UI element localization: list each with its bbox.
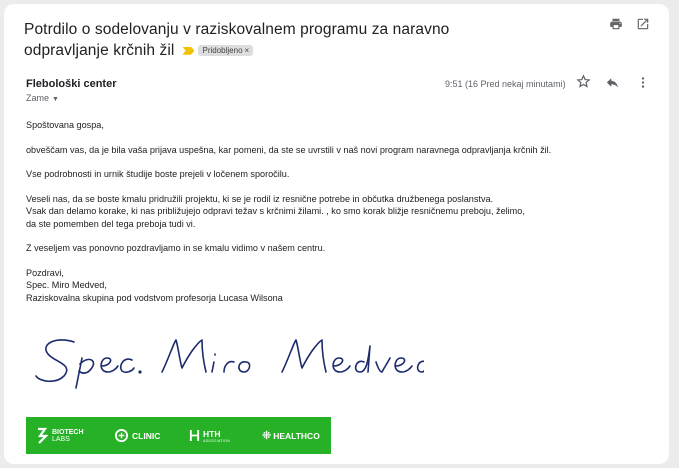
closing-line: Raziskovalna skupina pod vodstvom profesorja Lucasa Wilsona xyxy=(26,292,283,303)
biotech-text: BIOTECH xyxy=(52,428,84,436)
biotech-logo-icon xyxy=(36,427,48,445)
body-line: Veseli nas, da se boste kmalu pridružili projektu, ki se je rodil iz resnične potrebe in občutka družbenega poslanstva. xyxy=(26,193,494,204)
hth-association-logo xyxy=(189,417,230,454)
clinic-logo-icon xyxy=(114,428,129,443)
caret-down-icon[interactable]: ▼ xyxy=(52,96,59,103)
handwritten-signature xyxy=(34,332,424,392)
partner-logos-banner xyxy=(26,417,331,454)
reply-icon[interactable] xyxy=(605,75,620,90)
email-timestamp: 9:51 (16 Pred nekaj minutami) xyxy=(445,79,566,89)
more-vertical-icon[interactable] xyxy=(636,75,650,90)
star-icon[interactable] xyxy=(576,74,591,89)
open-in-new-window-icon[interactable] xyxy=(636,17,650,31)
body-paragraph: Z veseljem vas ponovno pozdravljamo in se kmalu vidimo v našem centru. xyxy=(26,243,326,253)
closing xyxy=(26,267,626,305)
label-text: Pridobljeno xyxy=(202,46,243,56)
label-chip[interactable] xyxy=(198,45,253,56)
recipient-toggle[interactable] xyxy=(26,93,59,103)
email-view xyxy=(4,4,669,464)
labs-text: LABS xyxy=(52,435,70,443)
label-remove-icon[interactable]: × xyxy=(244,46,250,56)
body-line: Vsak dan delamo korake, ki nas približujejo odpravi težav s krčnimi žilami. , ko smo korak bližje resničnemu preboju, želimo, xyxy=(26,206,525,216)
recipient-label: Zame xyxy=(26,93,50,103)
healthco-logo-icon: ⁜ xyxy=(262,430,272,442)
greeting: Spoštovana gospa, xyxy=(26,120,104,130)
body-paragraph: obveščam vas, da je bila vaša prijava uspešna, kar pomeni, da ste se uvrstili v naš novi program naravnega odpravljanja krčnih žil. xyxy=(26,144,552,155)
subject-header xyxy=(24,19,534,61)
biotech-labs-logo xyxy=(36,417,84,454)
email-subject: Potrdilo o sodelovanju v raziskovalnem programu za naravno odpravljanje krčnih žil xyxy=(24,21,450,59)
hth-sub-text: ASSOCIATION xyxy=(203,438,230,443)
email-body xyxy=(26,119,626,316)
printer-icon[interactable] xyxy=(609,17,623,31)
hth-logo-icon xyxy=(189,429,200,442)
body-paragraph: Vse podrobnosti in urnik študije boste prejeli v ločenem sporočilu. xyxy=(26,169,290,179)
healthco-logo xyxy=(262,417,320,454)
closing-line: Spec. Miro Medved, xyxy=(26,280,107,290)
clinic-text: CLINIC xyxy=(132,430,161,441)
healthco-text: HEALTHCO xyxy=(273,430,320,441)
body-paragraph xyxy=(26,193,626,231)
clinic-logo xyxy=(114,417,160,454)
body-line: da ste pomemben del tega preboja tudi vi. xyxy=(26,218,196,229)
hth-text: HTH xyxy=(203,428,221,439)
sender-name[interactable]: Flebološki center xyxy=(26,78,117,90)
important-marker-icon[interactable] xyxy=(182,47,194,55)
closing-line: Pozdravi, xyxy=(26,267,64,278)
